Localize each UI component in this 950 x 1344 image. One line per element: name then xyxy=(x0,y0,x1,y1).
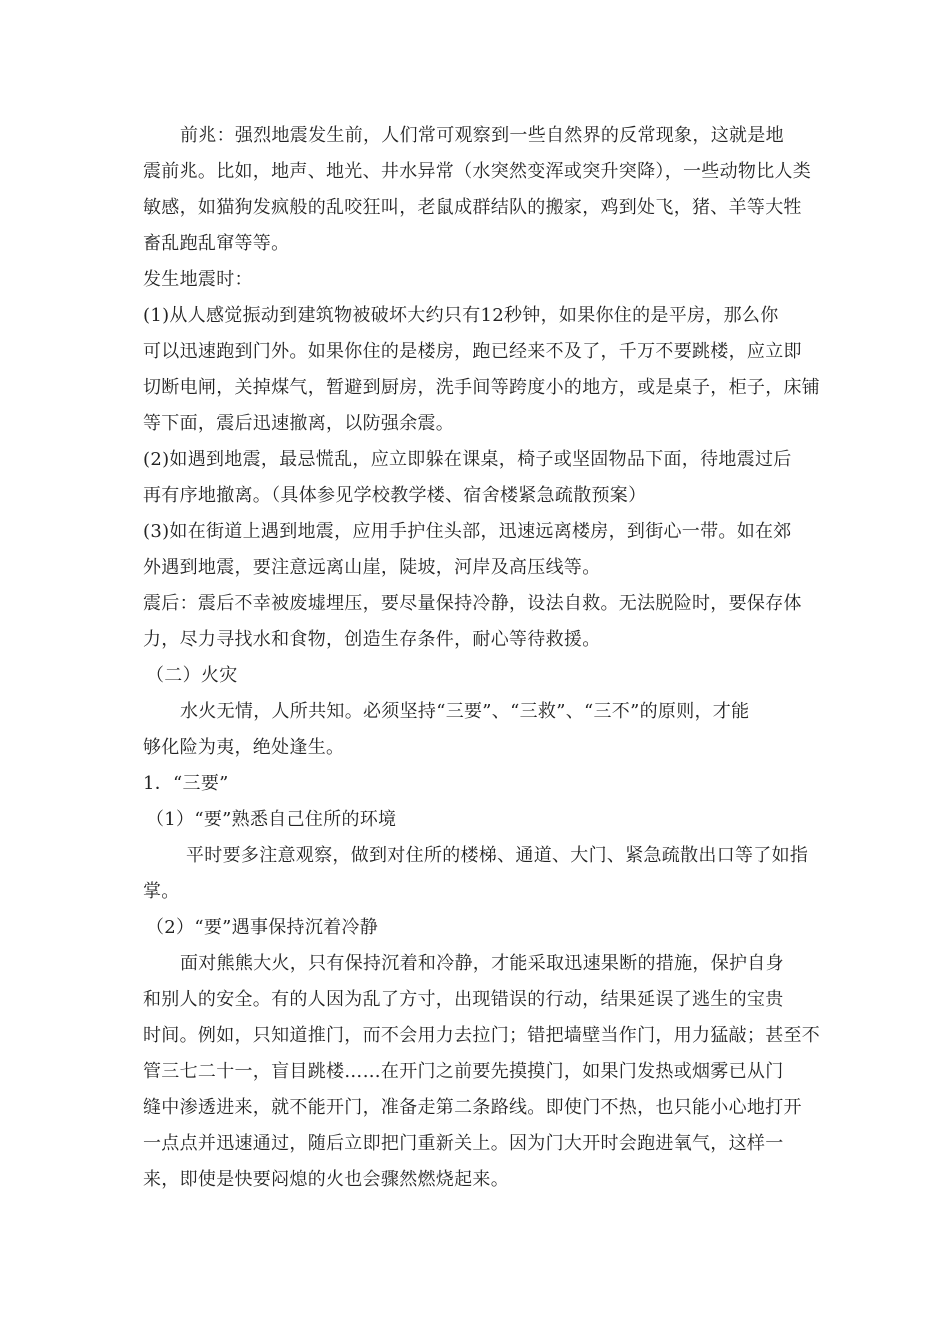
subsection-heading: （1）“要”熟悉自己住所的环境 xyxy=(146,809,397,830)
paragraph-line: 和别人的安全。有的人因为乱了方寸，出现错误的行动，结果延误了逃生的宝贵 xyxy=(143,989,784,1010)
section-heading: 发生地震时： xyxy=(143,269,253,290)
subsection-heading: （2）“要”遇事保持沉着冷静 xyxy=(146,917,379,938)
paragraph-line: 切断电闸，关掉煤气，暂避到厨房，洗手间等跨度小的地方，或是桌子，柜子，床铺 xyxy=(143,377,821,398)
paragraph-line: 一点点并迅速通过，随后立即把门重新关上。因为门大开时会跑进氧气，这样一 xyxy=(143,1133,784,1154)
paragraph-line: 面对熊熊大火，只有保持沉着和冷静，才能采取迅速果断的措施，保护自身 xyxy=(180,953,784,974)
paragraph-line: 震前兆。比如，地声、地光、井水异常（水突然变浑或突升突降），一些动物比人类 xyxy=(143,161,812,182)
paragraph-line: 管三七二十一，盲目跳楼……在开门之前要先摸摸门，如果门发热或烟雾已从门 xyxy=(143,1061,784,1082)
paragraph-line: (3)如在街道上遇到地震，应用手护住头部，迅速远离楼房，到街心一带。如在郊 xyxy=(143,521,792,542)
paragraph-line: 平时要多注意观察，做到对住所的楼梯、通道、大门、紧急疏散出口等了如指 xyxy=(186,845,809,866)
paragraph-line: 力，尽力寻找水和食物，创造生存条件，耐心等待救援。 xyxy=(143,629,601,650)
paragraph-line: 掌。 xyxy=(143,881,180,902)
paragraph-line: 时间。例如，只知道推门，而不会用力去拉门；错把墙壁当作门，用力猛敲；甚至不 xyxy=(143,1025,821,1046)
paragraph-line: 畜乱跑乱窜等等。 xyxy=(143,233,290,254)
paragraph-line: 再有序地撤离。（具体参见学校教学楼、宿舍楼紧急疏散预案） xyxy=(143,485,647,506)
paragraph-line: 前兆：强烈地震发生前，人们常可观察到一些自然界的反常现象，这就是地 xyxy=(180,125,784,146)
paragraph-line: 等下面，震后迅速撤离，以防强余震。 xyxy=(143,413,455,434)
paragraph-line: 够化险为夷，绝处逢生。 xyxy=(143,737,345,758)
paragraph-line: (2)如遇到地震，最忌慌乱，应立即躲在课桌，椅子或坚固物品下面，待地震过后 xyxy=(143,449,792,470)
section-heading: （二）火灾 xyxy=(146,665,238,686)
paragraph-line: 震后：震后不幸被废墟埋压，要尽量保持冷静，设法自救。无法脱险时，要保存体 xyxy=(143,593,802,614)
paragraph-line: 缝中渗透进来，就不能开门，准备走第二条路线。即使门不热，也只能小心地打开 xyxy=(143,1097,802,1118)
subsection-heading: 1．“三要” xyxy=(143,773,229,794)
paragraph-line: 水火无情，人所共知。必须坚持“三要”、“三救”、“三不”的原则，才能 xyxy=(180,701,750,722)
paragraph-line: 来，即使是快要闷熄的火也会骤然燃烧起来。 xyxy=(143,1169,509,1190)
paragraph-line: 可以迅速跑到门外。如果你住的是楼房，跑已经来不及了，千万不要跳楼，应立即 xyxy=(143,341,802,362)
paragraph-line: 外遇到地震，要注意远离山崖，陡坡，河岸及高压线等。 xyxy=(143,557,601,578)
paragraph-line: (1)从人感觉振动到建筑物被破坏大约只有12秒钟，如果你住的是平房，那么你 xyxy=(143,305,779,326)
paragraph-line: 敏感，如猫狗发疯般的乱咬狂叫，老鼠成群结队的搬家，鸡到处飞，猪、羊等大牲 xyxy=(143,197,802,218)
